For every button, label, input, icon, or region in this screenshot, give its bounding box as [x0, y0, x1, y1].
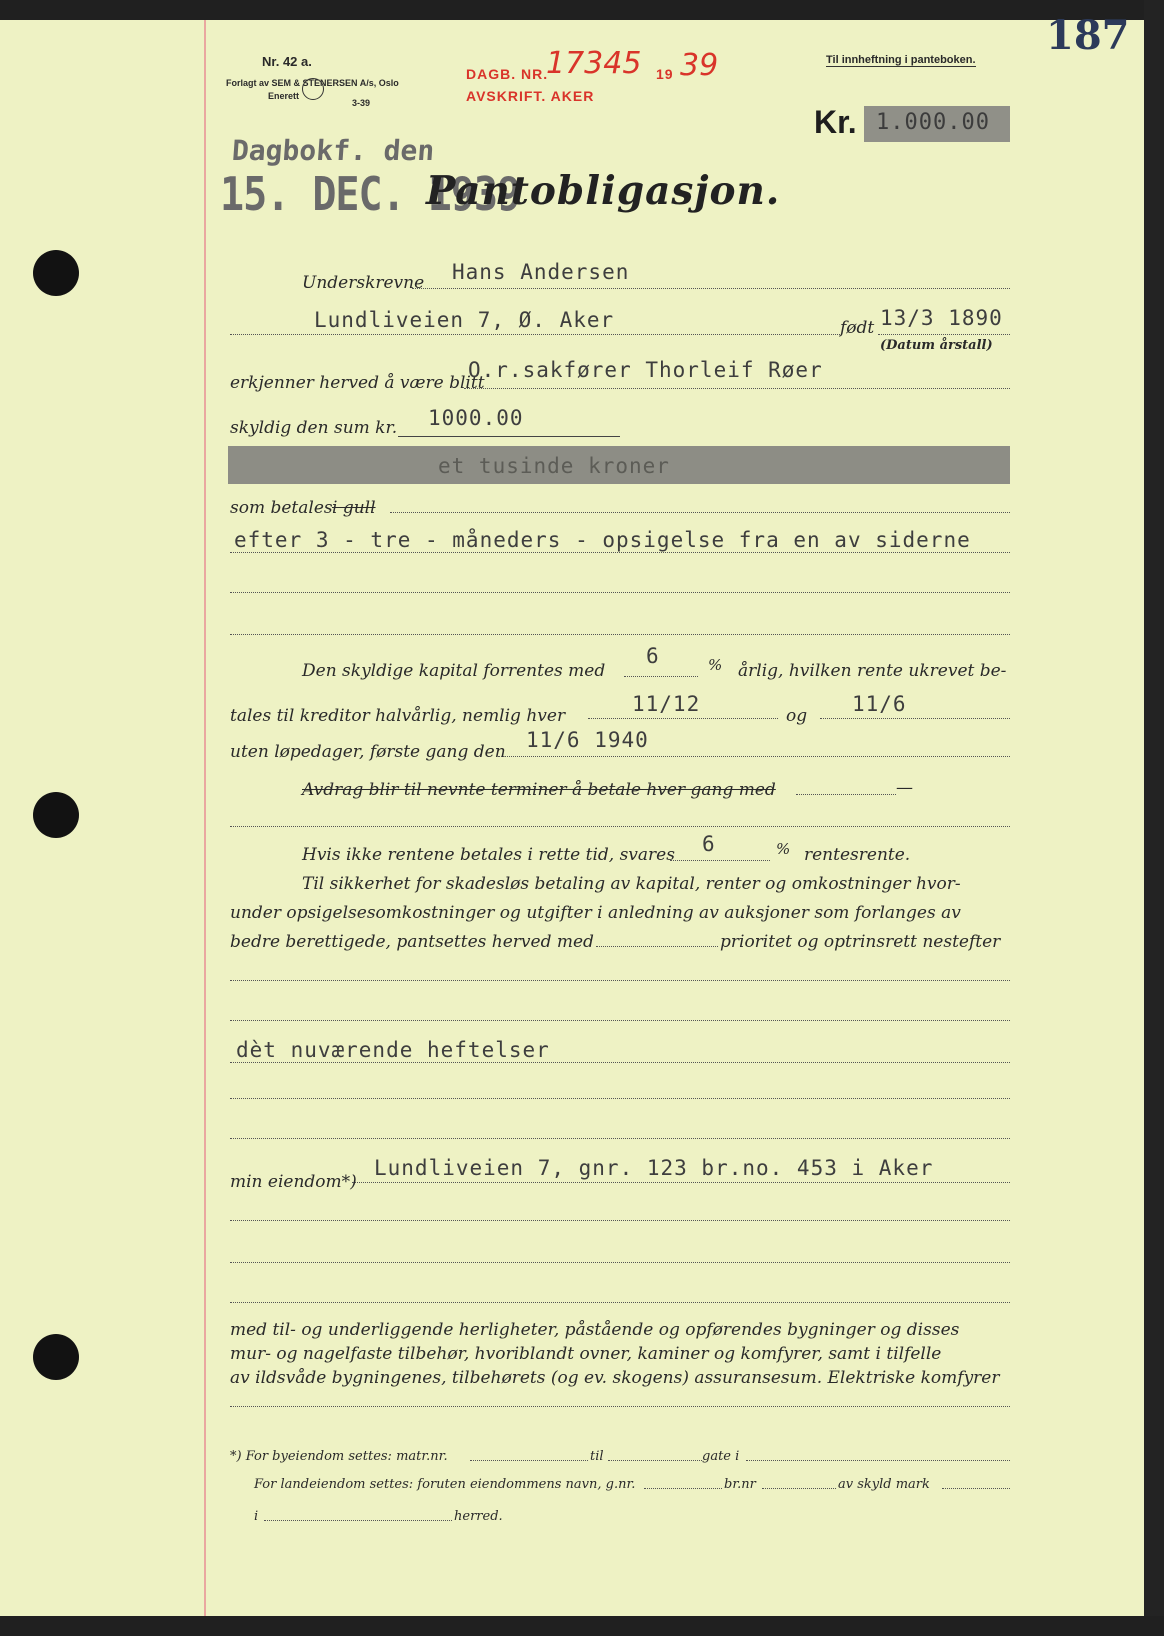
undersigned-name: Hans Andersen — [452, 260, 630, 284]
line-blank — [230, 634, 1010, 635]
amount-box-value: 1.000.00 — [876, 110, 990, 135]
property: Lundliveien 7, gnr. 123 br.no. 453 i Aker — [374, 1156, 934, 1180]
line-blank — [230, 1098, 1010, 1099]
line-born — [878, 334, 1010, 335]
text-sikkerhet-3a: bedre berettigede, pantsettes herved med — [230, 932, 594, 952]
line-blank — [230, 1406, 1010, 1407]
line-fn2 — [942, 1488, 1010, 1489]
footnote-1a: *) For byeiendom settes: matr.nr. — [230, 1449, 448, 1464]
penalty-rate: 6 — [702, 832, 716, 856]
dagbokf-stamp-label: Dagbokf. den — [230, 134, 436, 167]
label-uten: uten løpedager, første gang den — [230, 742, 506, 762]
label-som-betales: som betales — [230, 498, 333, 518]
label-avdrag-struck: Avdrag blir til nevnte terminer å betale hver gang med — [302, 780, 776, 800]
page-number: 187 — [1046, 12, 1130, 59]
line-fn1 — [746, 1460, 1010, 1461]
document-title: Pantobligasjon. — [426, 168, 781, 214]
punch-hole — [33, 792, 79, 838]
creditor: O.r.sakfører Thorleif Røer — [468, 358, 823, 382]
publisher-logo-icon — [302, 78, 324, 100]
dagb-label-stamp: DAGB. NR. — [466, 66, 549, 82]
date2: 11/6 — [852, 692, 907, 716]
line-date2 — [820, 718, 1010, 719]
line-property — [352, 1182, 1010, 1183]
sum-value: 1000.00 — [428, 406, 524, 430]
avskrift-stamp: AVSKRIFT. AKER — [466, 88, 595, 104]
dagb-year-prefix: 19 — [656, 66, 674, 82]
label-underskrevne: Underskrevne — [302, 273, 425, 293]
margin-line — [204, 20, 206, 1616]
line-blank — [230, 1138, 1010, 1139]
footnote-1b: til — [590, 1449, 604, 1464]
line-date1 — [588, 718, 778, 719]
footnote-2c: av skyld mark — [838, 1477, 930, 1492]
text-med-til-2: mur- og nagelfaste tilbehør, hvoriblandt ovner, kaminer og komfyrer, samt i tilfelle — [230, 1344, 942, 1364]
punch-hole — [33, 250, 79, 296]
line-avdrag — [796, 794, 896, 795]
sum-in-words: et tusinde kroner — [438, 454, 670, 478]
born-date: 13/3 1890 — [880, 306, 1003, 330]
first-date: 11/6 1940 — [526, 728, 649, 752]
footnote-3b: herred. — [454, 1509, 503, 1524]
line-interest — [624, 676, 698, 677]
line-blank — [230, 1262, 1010, 1263]
line-blank — [230, 1220, 1010, 1221]
footnote-3a: i — [254, 1509, 259, 1524]
label-min-eiendom: min eiendom*) — [230, 1172, 357, 1192]
footnote-2b: br.nr — [724, 1477, 756, 1492]
scan-border-bottom — [0, 1616, 1164, 1636]
dagb-year: 39 — [680, 48, 719, 83]
line-priority — [230, 1062, 1010, 1063]
line-blank — [230, 1020, 1010, 1021]
line-creditor — [464, 388, 1010, 389]
line-som-betales — [390, 512, 1010, 513]
line-blank — [230, 826, 1010, 827]
label-percent: % — [708, 656, 723, 674]
line-fn1 — [608, 1460, 702, 1461]
form-publisher: Forlagt av SEM & STENERSEN A/s, Oslo — [226, 78, 399, 88]
payment-terms: efter 3 - tre - måneders - opsigelse fra en av siderne — [234, 528, 971, 552]
text-sikkerhet-3b: prioritet og optrinsrett nestefter — [720, 932, 1001, 952]
label-percent-2: % — [776, 840, 791, 858]
text-sikkerhet-2: under opsigelsesomkostninger og utgifter i anledning av auksjoner som forlanges av — [230, 903, 961, 923]
line-sum — [398, 436, 620, 437]
label-rentesrente: rentesrente. — [804, 845, 911, 865]
scan-border-right — [1144, 0, 1164, 1636]
form-number: Nr. 42 a. — [262, 54, 312, 69]
label-erkjenner: erkjenner herved å være blitt — [230, 373, 485, 393]
punch-hole — [33, 1334, 79, 1380]
label-arlig: årlig, hvilken rente ukrevet be- — [738, 661, 1007, 681]
line-fn3 — [264, 1520, 452, 1521]
line-blank — [230, 592, 1010, 593]
label-fodt: født — [840, 318, 875, 338]
line-blank — [230, 1302, 1010, 1303]
label-datum: (Datum årstall) — [880, 338, 993, 353]
line-undersigned — [412, 288, 1010, 289]
label-i-gull-struck: i gull — [332, 498, 376, 518]
footnote-1c: gate i — [702, 1449, 740, 1464]
dagbokf-stamp-date: 15. DEC. 1939 — [220, 168, 521, 222]
label-hvis: Hvis ikke rentene betales i rette tid, svares — [302, 845, 675, 865]
address: Lundliveien 7, Ø. Aker — [314, 308, 615, 332]
line-penalty — [670, 860, 770, 861]
avdrag-dash: — — [896, 778, 913, 798]
line-fn2 — [762, 1488, 836, 1489]
line-fn1 — [470, 1460, 588, 1461]
label-og: og — [786, 706, 808, 726]
scan-border-top — [0, 0, 1164, 20]
line-blank — [230, 980, 1010, 981]
label-tales: tales til kreditor halvårlig, nemlig hver — [230, 706, 566, 726]
priority-text: dèt nuværende heftelser — [236, 1038, 550, 1062]
text-med-til-3: av ildsvåde bygningenes, tilbehørets (og ev. skogens) assuransesum. Elektriske komfyrer — [230, 1368, 1000, 1388]
date1: 11/12 — [632, 692, 701, 716]
line-fn2 — [644, 1488, 722, 1489]
label-skyldig: skyldig den sum kr. — [230, 418, 398, 438]
line-address — [230, 334, 840, 335]
footnote-2a: For landeiendom settes: foruten eiendommens navn, g.nr. — [254, 1477, 636, 1492]
dagb-number: 17345 — [546, 46, 642, 81]
form-rights: Enerett — [268, 91, 300, 101]
binding-note: Til innheftning i panteboken. — [826, 54, 976, 66]
text-med-til-1: med til- og underliggende herligheter, påstående og opførendes bygninger og disses — [230, 1320, 960, 1340]
line-first-date — [498, 756, 1010, 757]
line-priority-blank — [596, 946, 718, 947]
line-payment-terms — [230, 552, 1010, 553]
form-code: 3-39 — [352, 98, 371, 108]
kr-label: Kr. — [814, 104, 857, 140]
interest-rate: 6 — [646, 644, 660, 668]
label-den-skyldige: Den skyldige kapital forrentes med — [302, 661, 606, 681]
text-sikkerhet-1: Til sikkerhet for skadesløs betaling av kapital, renter og omkostninger hvor- — [302, 874, 961, 894]
